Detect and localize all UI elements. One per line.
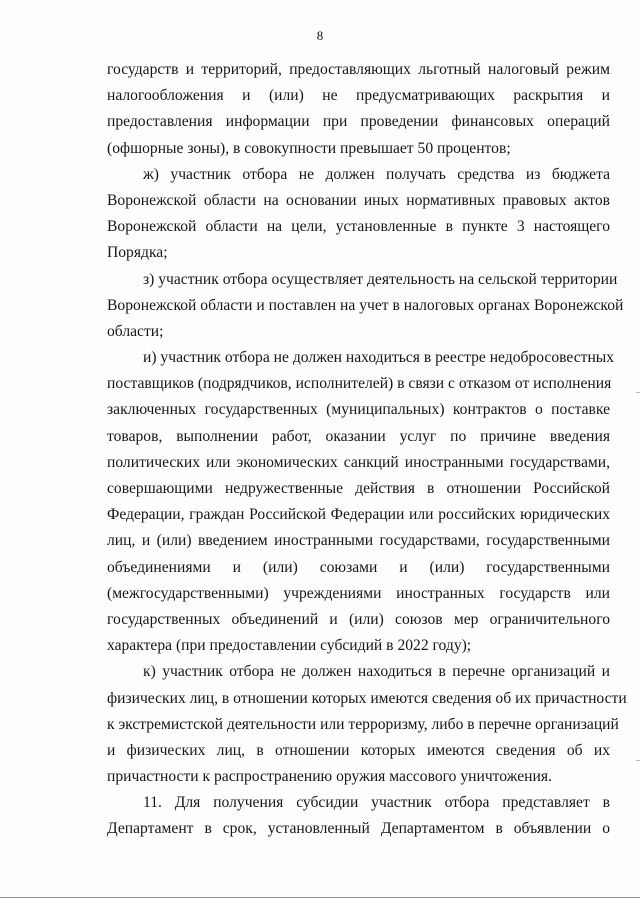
text-line: объединениями и (или) союзами и (или) государственными xyxy=(107,558,610,576)
text-line: государств и территорий, предоставляющих льготный налоговый режим xyxy=(107,61,610,78)
document-body xyxy=(107,57,627,843)
text-line: характера (при предоставлении субсидий в 2022 году); xyxy=(107,637,472,655)
text-line: ж) участник отбора не должен получать средства из бюджета xyxy=(143,165,610,183)
text-line: к экстремистской деятельности или терроризму, либо в перечне организаций xyxy=(107,715,619,733)
text-line: 11. Для получения субсидии участник отбора представляет в xyxy=(143,794,610,812)
text-line: (офшорные зоны), в совокупности превышает 50 процентов; xyxy=(107,139,511,157)
text-line: физических лиц, в отношении которых имеются сведения об их причастности xyxy=(107,689,627,707)
text-line: совершающими недружественные действия в отношении Российской xyxy=(107,480,610,497)
text-line: лиц, и (или) введением иностранными государствами, государственными xyxy=(107,532,610,550)
text-line: з) участник отбора осуществляет деятельность на сельской территории xyxy=(143,270,618,288)
text-line: поставщиков (подрядчиков, исполнителей) в связи с отказом от исполнения xyxy=(107,375,612,393)
page-number: 8 xyxy=(316,28,324,43)
text-line: и) участник отбора не должен находиться в реестре недобросовестных xyxy=(143,349,615,367)
scan-mark xyxy=(636,392,640,393)
text-line: государственных объединений и (или) союзов мер ограничительного xyxy=(107,610,610,628)
text-line: предоставления информации при проведении финансовых операций xyxy=(107,113,610,131)
text-line: к) участник отбора не должен находиться в перечне организаций и xyxy=(143,663,610,681)
text-line: политических или экономических санкций иностранными государствами, xyxy=(107,453,610,471)
text-line: заключенных государственных (муниципальных) контрактов о поставке xyxy=(107,401,610,419)
page-bottom-edge xyxy=(0,897,640,898)
text-line: области; xyxy=(107,322,164,340)
text-line: Федерации, граждан Российской Федерации или российских юридических xyxy=(107,506,610,524)
text-line: товаров, выполнении работ, оказании услуг по причине введения xyxy=(107,427,610,445)
scan-mark xyxy=(636,760,640,761)
text-line: Порядка; xyxy=(107,244,168,262)
text-line: Воронежской области на основании иных нормативных правовых актов xyxy=(107,191,610,209)
text-line: (межгосударственными) учреждениями иностранных государств или xyxy=(107,584,610,602)
text-line: Департамент в срок, установленный Департаментом в объявлении о xyxy=(107,820,610,838)
text-line: причастности к распространению оружия массового уничтожения. xyxy=(107,768,552,786)
text-line: налогообложения и (или) не предусматривающих раскрытия и xyxy=(107,87,610,105)
text-line: Воронежской области на цели, установленные в пункте 3 настоящего xyxy=(107,218,610,236)
text-line: Воронежской области и поставлен на учет в налоговых органах Воронежской xyxy=(107,296,624,314)
text-line: и физических лиц, в отношении которых имеются сведения об их xyxy=(107,741,610,759)
